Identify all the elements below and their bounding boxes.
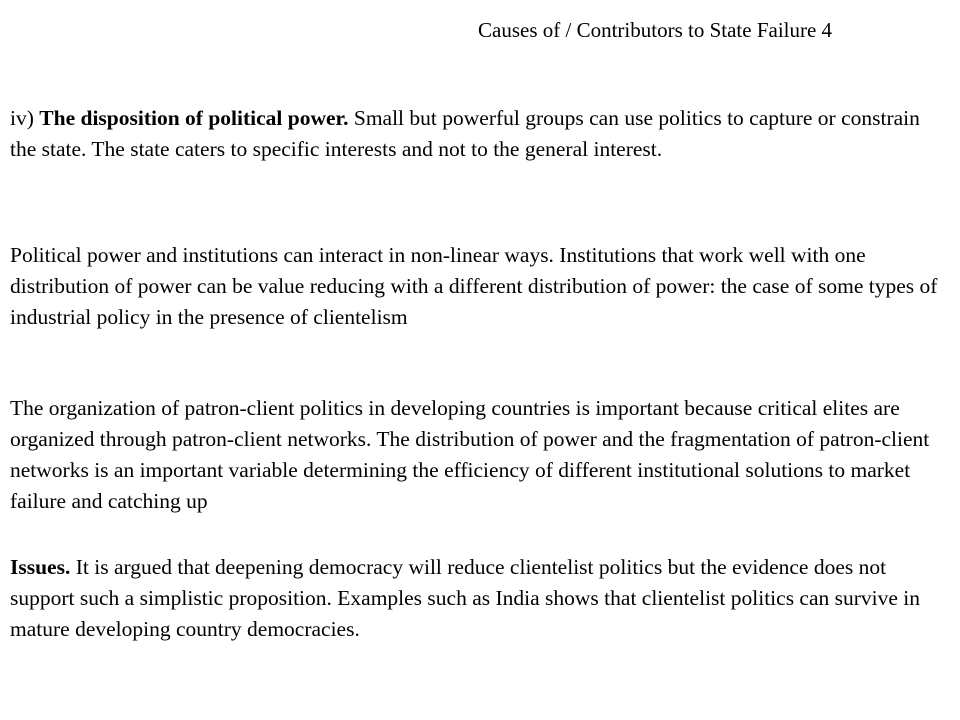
paragraph-issues [10, 552, 950, 645]
paragraph-body: Political power and institutions can interact in non-linear ways. Institutions that work well with one distribution of power can be value reducing with a different distribution of power: the case of some types of industrial policy in the presence of clientelism [10, 243, 938, 329]
paragraph-political-power [10, 103, 950, 165]
paragraph-body: It is argued that deepening democracy will reduce clientelist politics but the evidence does not support such a simplistic proposition. Examples such as India shows that clientelist politics can survive in mature developing country democracies. [10, 555, 921, 641]
paragraph-prefix: iv) [10, 106, 40, 130]
paragraph-body: The organization of patron-client politics in developing countries is important because critical elites are organized through patron-client networks. The distribution of power and the fragmentation of patron-client networks is an important variable determining the efficiency of different institutional solutions to market failure and catching up [10, 396, 930, 513]
paragraph-institutions [10, 240, 950, 333]
paragraph-heading: Issues. [10, 555, 71, 579]
slide-title: Causes of / Contributors to State Failure 4 [478, 18, 833, 42]
paragraph-body: Small but powerful groups can use politics to capture or constrain the state. The state caters to specific interests and not to the general interest. [10, 106, 920, 161]
paragraph-patron-client [10, 393, 950, 517]
paragraph-heading: The disposition of political power. [39, 106, 349, 130]
